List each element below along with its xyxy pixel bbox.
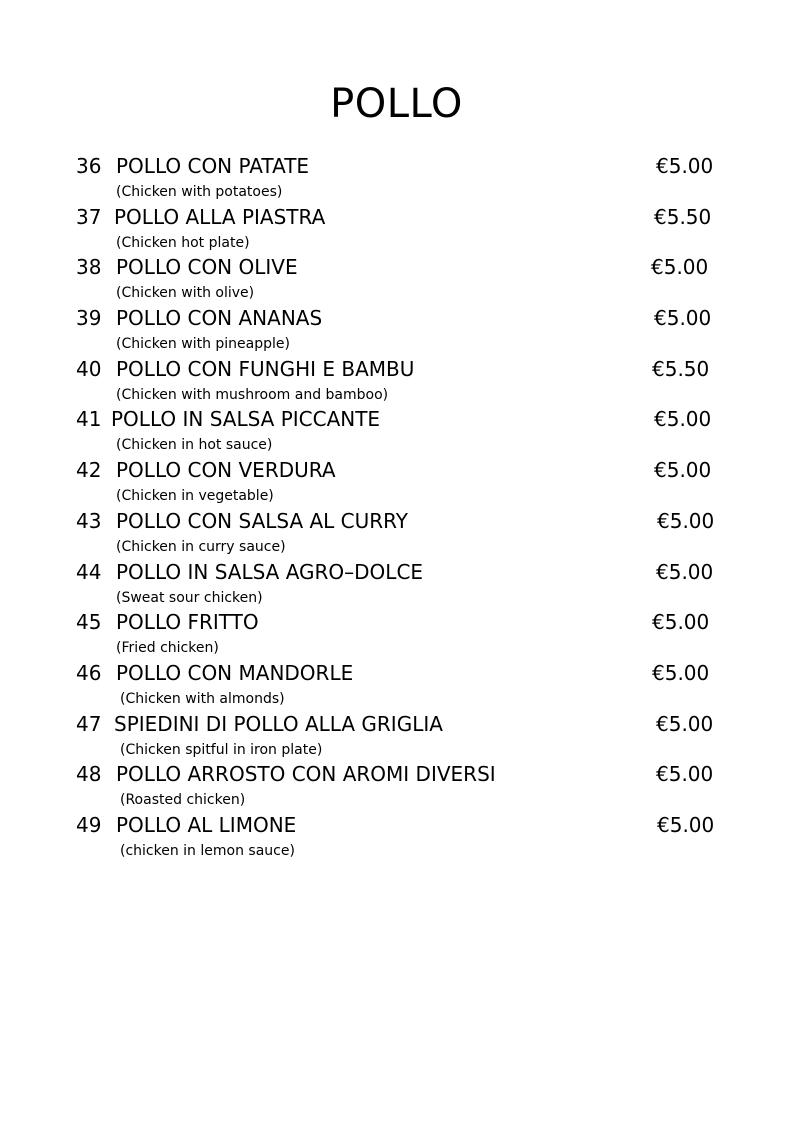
menu-item bbox=[0, 659, 793, 710]
menu-item bbox=[0, 152, 793, 203]
item-number: 41 bbox=[76, 407, 102, 432]
item-description: (Chicken in vegetable) bbox=[116, 488, 274, 505]
item-name: POLLO IN SALSA PICCANTE bbox=[111, 407, 381, 432]
menu-item bbox=[0, 304, 793, 355]
item-description: (Sweat sour chicken) bbox=[116, 589, 263, 606]
menu-item bbox=[0, 456, 793, 507]
item-number: 37 bbox=[76, 204, 102, 229]
item-description: (Chicken in curry sauce) bbox=[116, 538, 286, 555]
item-price: €5.00 bbox=[651, 255, 709, 280]
item-price: €5.50 bbox=[652, 356, 710, 381]
item-name: POLLO ARROSTO CON AROMI DIVERSI bbox=[116, 762, 496, 787]
item-number: 46 bbox=[76, 660, 102, 685]
menu-item bbox=[0, 608, 793, 659]
item-description: (Chicken with potatoes) bbox=[116, 184, 283, 200]
item-number: 43 bbox=[76, 508, 102, 533]
item-description: (Chicken spitful in iron plate) bbox=[120, 741, 323, 758]
item-number: 48 bbox=[76, 762, 102, 787]
item-name: POLLO CON ANANAS bbox=[116, 306, 323, 331]
item-description: (Fried chicken) bbox=[116, 640, 219, 657]
menu-item bbox=[0, 811, 793, 862]
item-price: €5.00 bbox=[657, 508, 715, 533]
item-price: €5.00 bbox=[654, 306, 712, 331]
item-price: €5.00 bbox=[654, 407, 712, 432]
menu-item bbox=[0, 710, 793, 761]
menu-list bbox=[0, 152, 793, 862]
item-number: 38 bbox=[76, 255, 102, 280]
item-description: (Roasted chicken) bbox=[120, 792, 246, 809]
item-price: €5.00 bbox=[656, 559, 714, 584]
item-number: 39 bbox=[76, 306, 102, 331]
item-name: POLLO AL LIMONE bbox=[116, 812, 297, 837]
item-number: 40 bbox=[76, 356, 102, 381]
item-description: (Chicken hot plate) bbox=[116, 234, 250, 251]
item-name: POLLO CON FUNGHI E BAMBU bbox=[116, 356, 415, 381]
menu-item bbox=[0, 760, 793, 811]
item-name: POLLO CON MANDORLE bbox=[116, 660, 354, 685]
item-number: 47 bbox=[76, 711, 102, 736]
item-price: €5.50 bbox=[654, 204, 712, 229]
item-description: (chicken in lemon sauce) bbox=[120, 842, 295, 859]
item-price: €5.00 bbox=[656, 762, 714, 787]
menu-item bbox=[0, 253, 793, 304]
item-description: (Chicken with pineapple) bbox=[116, 336, 290, 353]
item-description: (Chicken with mushroom and bamboo) bbox=[116, 386, 389, 403]
menu-item bbox=[0, 355, 793, 406]
item-name: POLLO CON OLIVE bbox=[116, 255, 298, 280]
item-price: €5.00 bbox=[656, 154, 714, 178]
page-title: POLLO bbox=[330, 81, 463, 127]
item-name: POLLO CON VERDURA bbox=[116, 458, 336, 483]
item-number: 49 bbox=[76, 812, 102, 837]
item-name: POLLO FRITTO bbox=[116, 610, 259, 635]
menu-item bbox=[0, 405, 793, 456]
menu-item bbox=[0, 558, 793, 609]
item-name: POLLO IN SALSA AGRO–DOLCE bbox=[116, 559, 424, 584]
menu-item bbox=[0, 507, 793, 558]
item-price: €5.00 bbox=[656, 711, 714, 736]
item-description: (Chicken in hot sauce) bbox=[116, 437, 273, 454]
item-name: POLLO CON SALSA AL CURRY bbox=[116, 508, 409, 533]
item-name: POLLO ALLA PIASTRA bbox=[114, 204, 326, 229]
item-number: 36 bbox=[76, 154, 102, 178]
item-name: POLLO CON PATATE bbox=[116, 154, 310, 178]
item-description: (Chicken with almonds) bbox=[120, 690, 285, 707]
item-description: (Chicken with olive) bbox=[116, 285, 255, 302]
item-price: €5.00 bbox=[654, 458, 712, 483]
item-number: 44 bbox=[76, 559, 102, 584]
item-number: 45 bbox=[76, 610, 102, 635]
item-name: SPIEDINI DI POLLO ALLA GRIGLIA bbox=[114, 711, 443, 736]
item-number: 42 bbox=[76, 458, 102, 483]
item-price: €5.00 bbox=[652, 610, 710, 635]
menu-item bbox=[0, 203, 793, 254]
item-price: €5.00 bbox=[652, 660, 710, 685]
item-price: €5.00 bbox=[657, 812, 715, 837]
